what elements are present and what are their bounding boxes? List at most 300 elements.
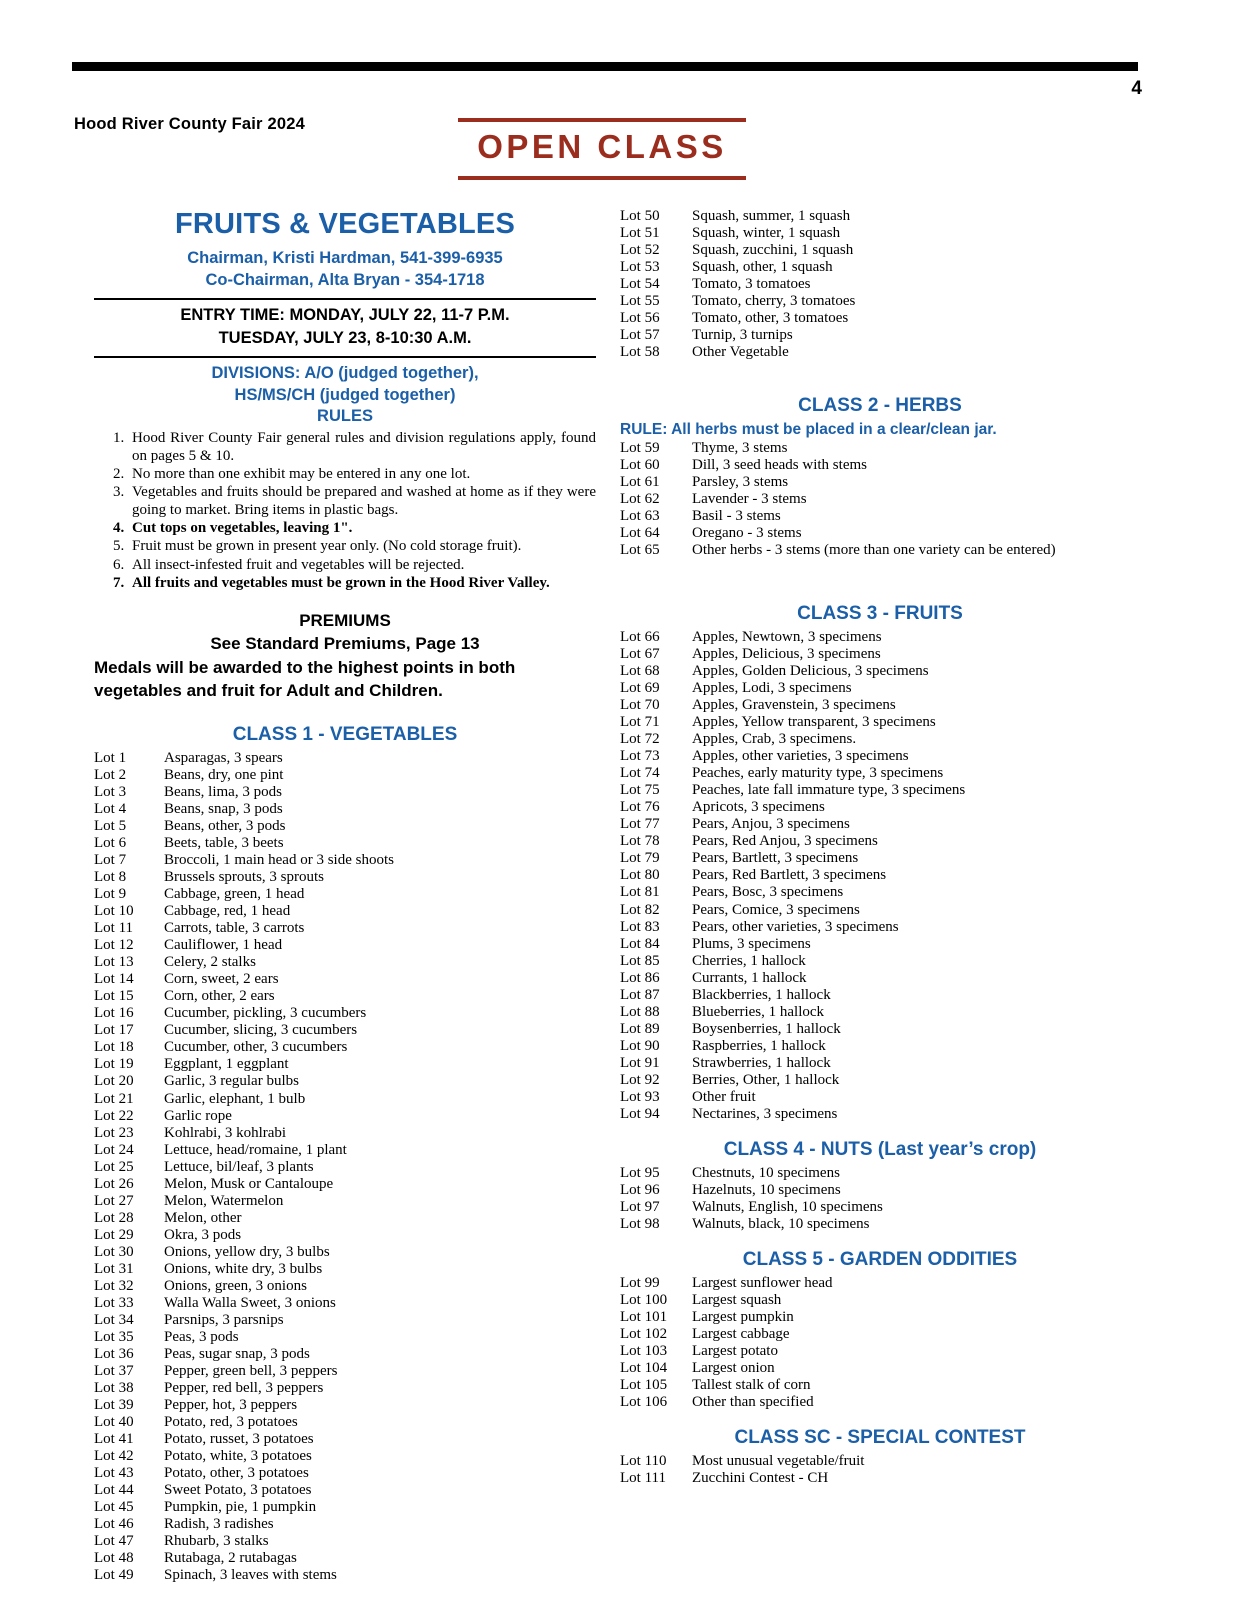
table-row	[94, 767, 596, 784]
lot-number: Lot 71	[620, 714, 660, 731]
table-row	[620, 936, 1140, 953]
medals-line: Medals will be awarded to the highest points in both vegetables and fruit for Adult and Children.	[94, 658, 516, 700]
rules-heading: RULES	[317, 407, 373, 426]
lot-number: Lot 85	[620, 952, 660, 969]
lot-desc: Eggplant, 1 eggplant	[164, 1056, 289, 1073]
table-row	[620, 970, 1140, 987]
table-row	[94, 1465, 596, 1482]
lot-desc: Onions, yellow dry, 3 bulbs	[164, 1243, 330, 1260]
lot-number: Lot 1	[94, 750, 127, 767]
lot-number: Lot 54	[620, 276, 660, 293]
lot-desc: Apples, Gravenstein, 3 specimens	[692, 697, 896, 714]
lot-desc: Hazelnuts, 10 specimens	[692, 1181, 841, 1198]
class-5-heading: CLASS 5 - GARDEN ODDITIES	[742, 1248, 1018, 1270]
entry-time-line-1: ENTRY TIME: MONDAY, JULY 22, 11-7 P.M.	[180, 305, 510, 324]
table-row	[620, 1377, 1140, 1394]
class-sc-heading: CLASS SC - SPECIAL CONTEST	[734, 1426, 1026, 1448]
table-row	[620, 508, 1140, 525]
lot-number: Lot 94	[620, 1105, 660, 1122]
lot-desc: Chestnuts, 10 specimens	[692, 1164, 840, 1181]
lot-number: Lot 93	[620, 1088, 660, 1105]
lot-number: Lot 78	[620, 833, 660, 850]
lot-desc: Beets, table, 3 beets	[164, 835, 284, 852]
lot-number: Lot 16	[94, 1005, 134, 1022]
lot-number: Lot 6	[94, 835, 127, 852]
table-row	[620, 680, 1140, 697]
lot-number: Lot 75	[620, 782, 660, 799]
lot-desc: Apples, Golden Delicious, 3 specimens	[692, 663, 929, 680]
table-row	[94, 1176, 596, 1193]
table-row	[620, 953, 1140, 970]
table-row	[620, 259, 1140, 276]
divider-below-entry-time	[94, 356, 596, 358]
lot-desc: Lettuce, bil/leaf, 3 plants	[164, 1158, 314, 1175]
lot-desc: Squash, other, 1 squash	[692, 259, 833, 276]
lot-desc: Strawberries, 1 hallock	[692, 1054, 831, 1071]
lot-number: Lot 32	[94, 1277, 134, 1294]
table-row	[620, 1292, 1140, 1309]
lot-desc: Carrots, table, 3 carrots	[164, 920, 305, 937]
entry-time-block	[94, 304, 596, 350]
lot-number: Lot 12	[94, 937, 134, 954]
lot-desc: Squash, zucchini, 1 squash	[692, 242, 854, 259]
lot-desc: Pears, Anjou, 3 specimens	[692, 816, 850, 833]
lot-number: Lot 67	[620, 646, 660, 663]
table-row	[620, 1394, 1140, 1411]
lot-number: Lot 20	[94, 1073, 134, 1090]
lot-number: Lot 15	[94, 988, 134, 1005]
class-2-lot-table	[620, 440, 1140, 559]
lot-desc: Apples, Newtown, 3 specimens	[692, 629, 882, 646]
table-row	[94, 869, 596, 886]
lot-number: Lot 50	[620, 208, 660, 224]
lot-desc: Beans, other, 3 pods	[164, 818, 286, 835]
lot-desc: Pepper, green bell, 3 peppers	[164, 1362, 338, 1379]
lot-desc: Other herbs - 3 stems (more than one variety can be entered)	[692, 542, 1056, 559]
table-row	[94, 1363, 596, 1380]
table-row	[620, 1021, 1140, 1038]
lot-number: Lot 36	[94, 1345, 134, 1362]
lot-desc: Other than specified	[692, 1393, 814, 1410]
lot-number: Lot 95	[620, 1164, 660, 1181]
lot-desc: Beans, lima, 3 pods	[164, 784, 282, 801]
lot-number: Lot 66	[620, 629, 660, 646]
open-class-banner	[458, 118, 746, 180]
lot-desc: Melon, Watermelon	[164, 1192, 284, 1209]
lot-desc: Corn, sweet, 2 ears	[164, 971, 279, 988]
lot-number: Lot 47	[94, 1532, 134, 1549]
table-row	[620, 327, 1140, 344]
table-row	[94, 1227, 596, 1244]
lot-desc: Largest onion	[692, 1359, 775, 1376]
lot-desc: Pears, other varieties, 3 specimens	[692, 918, 899, 935]
table-row	[620, 293, 1140, 310]
left-column	[94, 208, 596, 1584]
class-1-heading: CLASS 1 - VEGETABLES	[232, 724, 458, 746]
lot-desc: Largest cabbage	[692, 1325, 790, 1342]
table-row	[620, 525, 1140, 542]
table-row	[94, 750, 596, 767]
lot-number: Lot 92	[620, 1071, 660, 1088]
lot-number: Lot 24	[94, 1141, 134, 1158]
lot-desc: Pears, Bartlett, 3 specimens	[692, 850, 859, 867]
premiums-title: PREMIUMS	[299, 611, 391, 631]
lot-number: Lot 29	[94, 1226, 134, 1243]
rule-item: 5. Fruit must be grown in present year only. (No cold storage fruit).	[128, 538, 596, 556]
table-row	[94, 1056, 596, 1073]
class-3-lot-table	[620, 629, 1140, 1122]
lot-number: Lot 23	[94, 1124, 134, 1141]
lot-number: Lot 14	[94, 971, 134, 988]
lot-desc: Beans, snap, 3 pods	[164, 801, 283, 818]
class-1-continued-lot-table	[620, 208, 1140, 361]
lot-desc: Largest pumpkin	[692, 1308, 794, 1325]
lot-desc: Apples, Yellow transparent, 3 specimens	[692, 714, 936, 731]
table-row	[94, 1567, 596, 1584]
lot-desc: Walla Walla Sweet, 3 onions	[164, 1294, 336, 1311]
lot-number: Lot 80	[620, 867, 660, 884]
lot-desc: Corn, other, 2 ears	[164, 988, 275, 1005]
lot-number: Lot 42	[94, 1447, 134, 1464]
lot-desc: Lettuce, head/romaine, 1 plant	[164, 1141, 347, 1158]
lot-number: Lot 76	[620, 799, 660, 816]
lot-number: Lot 30	[94, 1243, 134, 1260]
lot-number: Lot 105	[620, 1376, 668, 1393]
lot-number: Lot 28	[94, 1209, 134, 1226]
table-row	[94, 1108, 596, 1125]
table-row	[620, 440, 1140, 457]
lot-number: Lot 59	[620, 440, 660, 457]
lot-number: Lot 27	[94, 1192, 134, 1209]
lot-desc: Zucchini Contest - CH	[692, 1469, 829, 1486]
lot-number: Lot 79	[620, 850, 660, 867]
lot-number: Lot 56	[620, 310, 660, 327]
table-row	[94, 937, 596, 954]
lot-number: Lot 40	[94, 1413, 134, 1430]
table-row	[94, 954, 596, 971]
table-row	[620, 225, 1140, 242]
lot-desc: Beans, dry, one pint	[164, 767, 284, 784]
lot-number: Lot 37	[94, 1362, 134, 1379]
table-row	[94, 1312, 596, 1329]
lot-desc: Broccoli, 1 main head or 3 side shoots	[164, 852, 394, 869]
divisions-block	[94, 362, 596, 407]
lot-desc: Cucumber, other, 3 cucumbers	[164, 1039, 348, 1056]
lot-desc: Oregano - 3 stems	[692, 525, 802, 542]
table-row	[620, 542, 1140, 559]
lot-desc: Onions, white dry, 3 bulbs	[164, 1260, 323, 1277]
lot-desc: Peaches, late fall immature type, 3 specimens	[692, 782, 966, 799]
table-row	[94, 1499, 596, 1516]
table-row	[94, 988, 596, 1005]
lot-desc: Okra, 3 pods	[164, 1226, 242, 1243]
table-row	[620, 646, 1140, 663]
lot-desc: Nectarines, 3 specimens	[692, 1105, 838, 1122]
lot-number: Lot 106	[620, 1393, 668, 1410]
lot-desc: Raspberries, 1 hallock	[692, 1037, 826, 1054]
table-row	[620, 902, 1140, 919]
lot-number: Lot 38	[94, 1379, 134, 1396]
lot-number: Lot 52	[620, 242, 660, 259]
lot-number: Lot 55	[620, 293, 660, 310]
table-row	[620, 731, 1140, 748]
lot-number: Lot 96	[620, 1181, 660, 1198]
lot-desc: Tomato, cherry, 3 tomatoes	[692, 293, 856, 310]
lot-number: Lot 35	[94, 1328, 134, 1345]
lot-desc: Walnuts, black, 10 specimens	[692, 1215, 870, 1232]
lot-desc: Pears, Red Anjou, 3 specimens	[692, 833, 878, 850]
table-row	[620, 1165, 1140, 1182]
table-row	[620, 1072, 1140, 1089]
lot-desc: Pepper, hot, 3 peppers	[164, 1396, 298, 1413]
header-rule	[72, 62, 1138, 71]
table-row	[620, 276, 1140, 293]
rule-item: 1. Hood River County Fair general rules and division regulations apply, found on pages 5 & 10.	[128, 430, 596, 465]
lot-number: Lot 3	[94, 784, 127, 801]
lot-number: Lot 87	[620, 986, 660, 1003]
lot-number: Lot 89	[620, 1020, 660, 1037]
lot-number: Lot 17	[94, 1022, 134, 1039]
premiums-line: See Standard Premiums, Page 13	[210, 633, 480, 653]
lot-number: Lot 58	[620, 344, 660, 361]
table-row	[620, 1106, 1140, 1123]
table-row	[94, 1039, 596, 1056]
lot-desc: Walnuts, English, 10 specimens	[692, 1198, 883, 1215]
lot-desc: Basil - 3 stems	[692, 508, 781, 525]
lot-number: Lot 88	[620, 1003, 660, 1020]
table-row	[94, 1482, 596, 1499]
lot-number: Lot 60	[620, 457, 660, 474]
lot-number: Lot 43	[94, 1464, 134, 1481]
table-row	[94, 1550, 596, 1567]
lot-desc: Cauliflower, 1 head	[164, 937, 283, 954]
lot-desc: Largest potato	[692, 1342, 778, 1359]
rules-list	[94, 430, 596, 592]
table-row	[620, 850, 1140, 867]
table-row	[620, 457, 1140, 474]
table-row	[620, 697, 1140, 714]
lot-number: Lot 7	[94, 852, 127, 869]
banner-bottom-bar	[458, 176, 746, 180]
lot-number: Lot 9	[94, 886, 127, 903]
lot-number: Lot 51	[620, 225, 660, 242]
lot-number: Lot 2	[94, 767, 127, 784]
lot-desc: Most unusual vegetable/fruit	[692, 1452, 865, 1469]
lot-number: Lot 73	[620, 748, 660, 765]
lot-number: Lot 22	[94, 1107, 134, 1124]
class-4-heading: CLASS 4 - NUTS (Last year’s crop)	[723, 1138, 1037, 1160]
right-column	[620, 208, 1140, 1487]
table-row	[94, 1125, 596, 1142]
lot-number: Lot 98	[620, 1215, 660, 1232]
lot-number: Lot 100	[620, 1291, 668, 1308]
class-2-rule-note: RULE: All herbs must be placed in a clear/clean jar.	[620, 421, 997, 439]
lot-desc: Apples, Delicious, 3 specimens	[692, 646, 881, 663]
lot-desc: Pears, Comice, 3 specimens	[692, 901, 860, 918]
class-1-lot-table	[94, 750, 596, 1584]
table-row	[620, 208, 1140, 225]
table-row	[94, 920, 596, 937]
rule-item: 4. Cut tops on vegetables, leaving 1".	[128, 520, 596, 538]
lot-desc: Currants, 1 hallock	[692, 969, 807, 986]
table-row	[94, 1380, 596, 1397]
lot-number: Lot 99	[620, 1274, 660, 1291]
chairman-block	[94, 247, 596, 292]
rule-item: 6. All insect-infested fruit and vegetables will be rejected.	[128, 557, 596, 575]
lot-desc: Turnip, 3 turnips	[692, 327, 793, 344]
lot-number: Lot 70	[620, 697, 660, 714]
table-row	[94, 1193, 596, 1210]
lot-number: Lot 57	[620, 327, 660, 344]
lot-desc: Thyme, 3 stems	[692, 440, 788, 457]
lot-number: Lot 103	[620, 1342, 668, 1359]
lot-number: Lot 10	[94, 903, 134, 920]
table-row	[620, 799, 1140, 816]
lot-desc: Pears, Red Bartlett, 3 specimens	[692, 867, 887, 884]
lot-desc: Tallest stalk of corn	[692, 1376, 811, 1393]
table-row	[94, 1278, 596, 1295]
lot-desc: Garlic, 3 regular bulbs	[164, 1073, 299, 1090]
table-row	[620, 344, 1140, 361]
lot-desc: Garlic rope	[164, 1107, 232, 1124]
table-row	[94, 1261, 596, 1278]
lot-desc: Apples, Crab, 3 specimens.	[692, 731, 857, 748]
lot-desc: Tomato, 3 tomatoes	[692, 276, 811, 293]
lot-desc: Celery, 2 stalks	[164, 954, 256, 971]
lot-desc: Asparagas, 3 spears	[164, 750, 283, 767]
lot-number: Lot 53	[620, 259, 660, 276]
section-title-fruits-vegetables: FRUITS & VEGETABLES	[174, 208, 515, 240]
lot-desc: Garlic, elephant, 1 bulb	[164, 1090, 306, 1107]
lot-desc: Radish, 3 radishes	[164, 1515, 274, 1532]
table-row	[620, 491, 1140, 508]
table-row	[620, 474, 1140, 491]
lot-number: Lot 91	[620, 1054, 660, 1071]
table-row	[94, 801, 596, 818]
table-row	[620, 1326, 1140, 1343]
lot-desc: Pumpkin, pie, 1 pumpkin	[164, 1498, 317, 1515]
lot-number: Lot 48	[94, 1549, 134, 1566]
table-row	[620, 1199, 1140, 1216]
lot-number: Lot 13	[94, 954, 134, 971]
lot-number: Lot 31	[94, 1260, 134, 1277]
table-row	[94, 1159, 596, 1176]
table-row	[94, 1431, 596, 1448]
lot-number: Lot 72	[620, 731, 660, 748]
fair-year-line: Hood River County Fair 2024	[74, 115, 305, 133]
table-row	[94, 1142, 596, 1159]
lot-desc: Tomato, other, 3 tomatoes	[692, 310, 849, 327]
lot-number: Lot 63	[620, 508, 660, 525]
lot-number: Lot 21	[94, 1090, 134, 1107]
table-row	[94, 852, 596, 869]
lot-number: Lot 102	[620, 1325, 668, 1342]
divider-above-entry-time	[94, 298, 596, 300]
lot-number: Lot 11	[94, 920, 134, 937]
table-row	[620, 884, 1140, 901]
lot-number: Lot 83	[620, 918, 660, 935]
divisions-line-2: HS/MS/CH (judged together)	[234, 385, 456, 404]
page-number: 4	[1131, 78, 1142, 99]
table-row	[620, 1182, 1140, 1199]
lot-number: Lot 90	[620, 1037, 660, 1054]
lot-desc: Other fruit	[692, 1088, 756, 1105]
table-row	[620, 1470, 1140, 1487]
lot-number: Lot 86	[620, 969, 660, 986]
lot-desc: Cherries, 1 hallock	[692, 952, 806, 969]
table-row	[620, 748, 1140, 765]
table-row	[94, 784, 596, 801]
lot-desc: Apples, Lodi, 3 specimens	[692, 680, 852, 697]
lot-desc: Cucumber, pickling, 3 cucumbers	[164, 1005, 367, 1022]
lot-number: Lot 46	[94, 1515, 134, 1532]
table-row	[94, 1448, 596, 1465]
lot-number: Lot 18	[94, 1039, 134, 1056]
lot-desc: Other Vegetable	[692, 344, 789, 361]
table-row	[620, 1453, 1140, 1470]
table-row	[620, 833, 1140, 850]
table-row	[620, 714, 1140, 731]
lot-desc: Kohlrabi, 3 kohlrabi	[164, 1124, 287, 1141]
co-chairman-line: Co-Chairman, Alta Bryan - 354-1718	[205, 271, 485, 290]
lot-number: Lot 101	[620, 1308, 668, 1325]
table-row	[620, 1089, 1140, 1106]
table-row	[620, 1309, 1140, 1326]
table-row	[620, 1216, 1140, 1233]
table-row	[620, 1055, 1140, 1072]
table-row	[620, 816, 1140, 833]
table-row	[620, 310, 1140, 327]
table-row	[620, 765, 1140, 782]
lot-number: Lot 65	[620, 542, 660, 559]
table-row	[94, 971, 596, 988]
table-row	[620, 782, 1140, 799]
lot-desc: Apricots, 3 specimens	[692, 799, 825, 816]
class-2-heading: CLASS 2 - HERBS	[798, 395, 962, 417]
lot-desc: Potato, white, 3 potatoes	[164, 1447, 312, 1464]
lot-desc: Cabbage, red, 1 head	[164, 903, 291, 920]
table-row	[94, 1005, 596, 1022]
table-row	[94, 1329, 596, 1346]
table-row	[94, 1091, 596, 1108]
lot-number: Lot 8	[94, 869, 127, 886]
lot-number: Lot 62	[620, 491, 660, 508]
lot-desc: Potato, red, 3 potatoes	[164, 1413, 298, 1430]
lot-desc: Squash, summer, 1 squash	[692, 208, 851, 224]
class-3-heading: CLASS 3 - FRUITS	[797, 603, 963, 625]
lot-number: Lot 84	[620, 935, 660, 952]
table-row	[94, 1346, 596, 1363]
lot-desc: Apples, other varieties, 3 specimens	[692, 748, 909, 765]
lot-desc: Parsnips, 3 parsnips	[164, 1311, 284, 1328]
lot-desc: Melon, Musk or Cantaloupe	[164, 1175, 334, 1192]
lot-number: Lot 64	[620, 525, 660, 542]
table-row	[620, 1038, 1140, 1055]
premiums-block	[94, 610, 596, 702]
class-5-lot-table	[620, 1275, 1140, 1411]
table-row	[620, 1343, 1140, 1360]
table-row	[620, 919, 1140, 936]
table-row	[94, 818, 596, 835]
lot-desc: Largest sunflower head	[692, 1274, 833, 1291]
lot-number: Lot 41	[94, 1430, 134, 1447]
lot-desc: Squash, winter, 1 squash	[692, 225, 841, 242]
class-4-lot-table	[620, 1165, 1140, 1233]
lot-number: Lot 33	[94, 1294, 134, 1311]
lot-number: Lot 104	[620, 1359, 668, 1376]
lot-desc: Cucumber, slicing, 3 cucumbers	[164, 1022, 358, 1039]
lot-number: Lot 61	[620, 474, 660, 491]
